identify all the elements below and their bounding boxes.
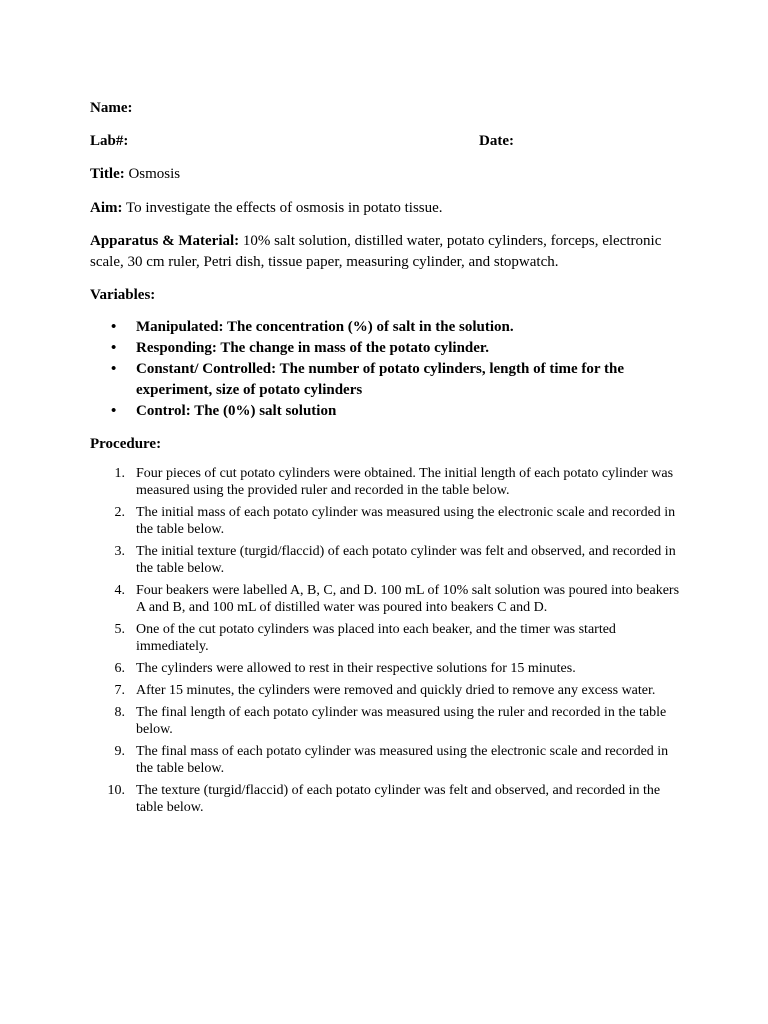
date-label: Date: [479,133,514,149]
step-number: 8. [114,705,125,720]
aim-line [90,198,680,219]
bullet-icon: • [111,403,117,419]
document-page [90,98,680,821]
step-number: 5. [114,622,125,637]
bullet-icon: • [111,319,117,335]
step-text: Four beakers were labelled A, B, C, and D. 100 mL of 10% salt solution was poured into beakers A and B, and 100 mL of distilled water was poured into beakers C and D. [136,583,680,615]
apparatus-label: Apparatus & Material: [90,233,240,249]
step-number: 9. [114,744,125,759]
procedure-heading: Procedure: [90,436,162,452]
title-value: Osmosis [128,166,181,182]
list-item [90,782,680,816]
name-label: Name: [90,100,133,116]
step-number: 6. [114,661,125,676]
variable-manipulated: Manipulated: The concentration (%) of salt in the solution. [136,319,514,335]
bullet-icon: • [111,340,117,356]
variable-responding: Responding: The change in mass of the potato cylinder. [136,340,489,356]
list-item [90,582,680,616]
list-item [90,465,680,499]
title-label: Title: [90,166,125,182]
step-text: The final length of each potato cylinder was measured using the ruler and recorded in the table below. [136,705,667,737]
step-text: The initial mass of each potato cylinder was measured using the electronic scale and recorded in the table below. [136,505,676,537]
step-number: 3. [114,544,125,559]
list-item [90,504,680,538]
variables-heading: Variables: [90,287,156,303]
step-number: 2. [114,505,125,520]
procedure-list [90,465,680,816]
list-item [90,682,680,699]
variable-constant: Constant/ Controlled: The number of potato cylinders, length of time for the experiment, size of potato cylinders [136,361,625,398]
list-item [90,621,680,655]
step-text: The texture (turgid/flaccid) of each potato cylinder was felt and observed, and recorded in the table below. [136,783,661,815]
step-text: The initial texture (turgid/flaccid) of each potato cylinder was felt and observed, and recorded in the table below. [136,544,676,576]
step-text: Four pieces of cut potato cylinders were obtained. The initial length of each potato cylinder was measured using the provided ruler and recorded in the table below. [136,466,674,498]
aim-value: To investigate the effects of osmosis in potato tissue. [125,200,443,216]
list-item [90,543,680,577]
step-text: The cylinders were allowed to rest in their respective solutions for 15 minutes. [136,661,576,676]
name-field [90,98,680,119]
title-line [90,164,680,185]
step-number: 10. [107,783,125,798]
step-text: One of the cut potato cylinders was placed into each beaker, and the timer was started immediately. [136,622,616,654]
step-number: 1. [114,466,125,481]
apparatus-paragraph [90,231,680,273]
variable-control: Control: The (0%) salt solution [136,403,337,419]
variables-list [90,317,680,422]
bullet-icon: • [111,361,117,377]
step-text: The final mass of each potato cylinder was measured using the electronic scale and recorded in the table below. [136,744,669,776]
list-item [90,401,680,422]
list-item [90,660,680,677]
list-item [90,359,680,401]
list-item [90,743,680,777]
list-item [90,704,680,738]
apparatus-value: 10% salt solution, distilled water, potato cylinders, forceps, electronic scale, 30 cm ruler, Petri dish, tissue paper, measuring cylinder, and stopwatch. [90,233,662,270]
step-number: 4. [114,583,125,598]
lab-number-label: Lab#: [90,133,129,149]
lab-date-row [90,131,680,152]
list-item [90,338,680,359]
step-number: 7. [114,683,125,698]
aim-label: Aim: [90,200,123,216]
list-item [90,317,680,338]
step-text: After 15 minutes, the cylinders were removed and quickly dried to remove any excess water. [136,683,656,698]
